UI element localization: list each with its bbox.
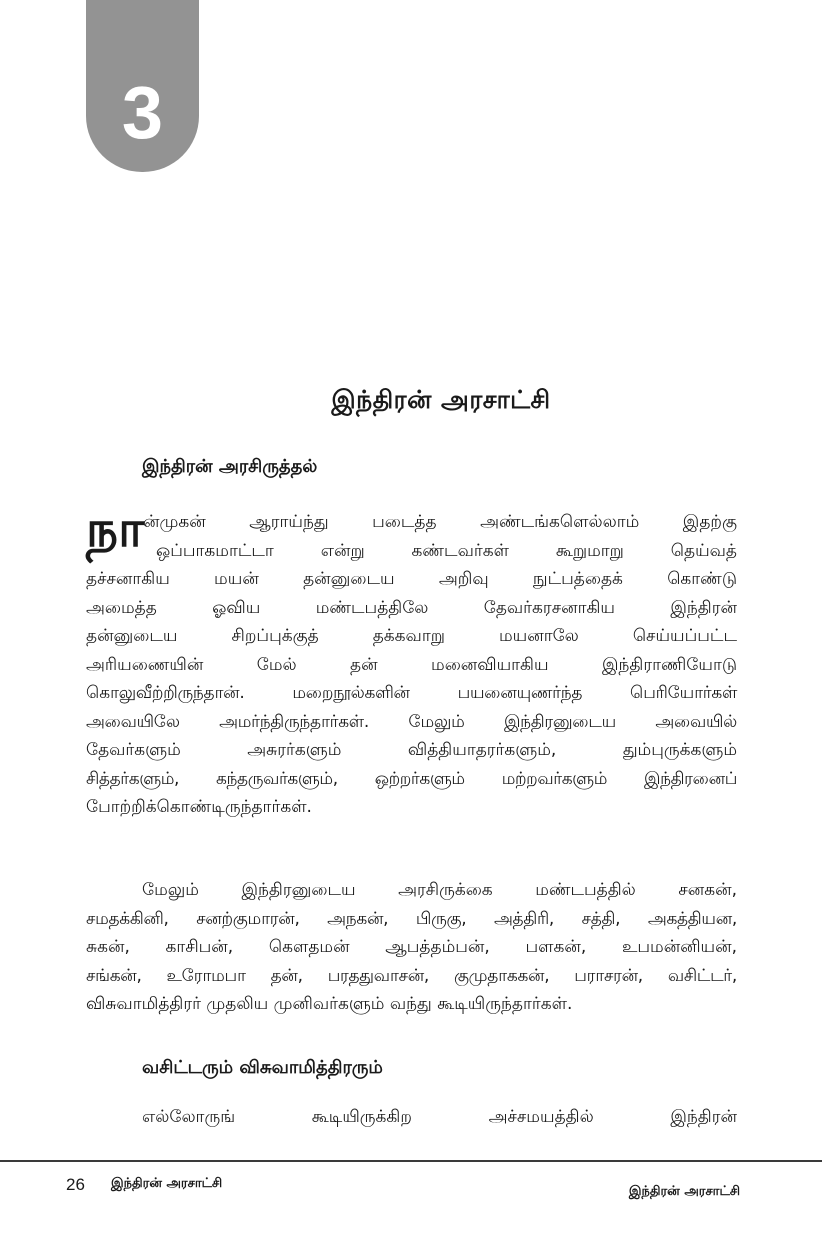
text-line: ன்முகன் ஆராய்ந்து படைத்த அண்டங்களெல்லாம் இதற்கு — [143, 512, 737, 532]
text-line: அவையிலே அமர்ந்திருந்தார்கள். மேலும் இந்திரனுடைய அவையில் — [86, 711, 737, 732]
text-line: கொலுவீற்றிருந்தான். மறைநூல்களின் பயனையுணர்ந்த பெரியோர்கள் — [86, 683, 737, 703]
text-line: அமைத்த ஓவிய மண்டபத்திலே தேவர்கரசனாகிய இந்திரன் — [86, 597, 737, 618]
text-line: தேவர்களும் அசுரர்களும் வித்தியாதரர்களும், தும்புருக்களும் — [86, 740, 737, 760]
paragraph-1 — [86, 508, 737, 822]
text-line: எல்லோருங் கூடியிருக்கிற அச்சமயத்தில் இந்திரன் — [142, 1107, 737, 1127]
chapter-number-tab — [86, 0, 199, 172]
running-title-right: இந்திரன் அரசாட்சி — [628, 1184, 740, 1199]
section-heading-1: இந்திரன் அரசிருத்தல் — [142, 456, 318, 477]
text-line: சித்தர்களும், கந்தருவர்களும், ஒற்றர்களும் மற்றவர்களும் இந்திரனைப் — [86, 768, 737, 789]
text-line: சுகன், காசிபன், கௌதமன் ஆபத்தம்பன், பளகன், உபமன்னியன், — [86, 937, 737, 957]
drop-cap: நா — [86, 500, 143, 558]
chapter-number: 3 — [121, 71, 164, 154]
text-line: சமதக்கினி, சனற்குமாரன், அநகன், பிருகு, அத்திரி, சத்தி, அகத்தியன, — [86, 908, 737, 929]
text-line: போற்றிக்கொண்டிருந்தார்கள். — [86, 797, 312, 817]
paragraph-2 — [86, 876, 737, 1019]
text-line: அரியணையின் மேல் தன் மனைவியாகிய இந்திராணியோடு — [86, 654, 737, 675]
text-line: ஒப்பாகமாட்டா என்று கண்டவர்கள் கூறுமாறு தெய்வத் — [156, 540, 737, 561]
text-line: தன்னுடைய சிறப்புக்குத் தக்கவாறு மயனாலே செய்யப்பட்ட — [86, 626, 737, 646]
footer-divider — [0, 1160, 822, 1162]
section-heading-2: வசிட்டரும் விசுவாமித்திரரும் — [142, 1057, 383, 1078]
text-line: தச்சனாகிய மயன் தன்னுடைய அறிவு நுட்பத்தைக் கொண்டு — [86, 569, 737, 589]
chapter-title: இந்திரன் அரசாட்சி — [331, 385, 551, 414]
text-line: விசுவாமித்திரர் முதலிய முனிவர்களும் வந்து கூடியிருந்தார்கள். — [86, 994, 573, 1014]
text-line: மேலும் இந்திரனுடைய அரசிருக்கை மண்டபத்தில் சனகன், — [142, 880, 737, 900]
paragraph-3 — [86, 1103, 737, 1132]
running-title-left: இந்திரன் அரசாட்சி — [111, 1176, 223, 1191]
page-number: 26 — [66, 1175, 85, 1194]
text-line: சங்கன், உரோமபா தன், பரததுவாசன், குமுதாககன், பராசரன், வசிட்டர், — [86, 965, 737, 986]
